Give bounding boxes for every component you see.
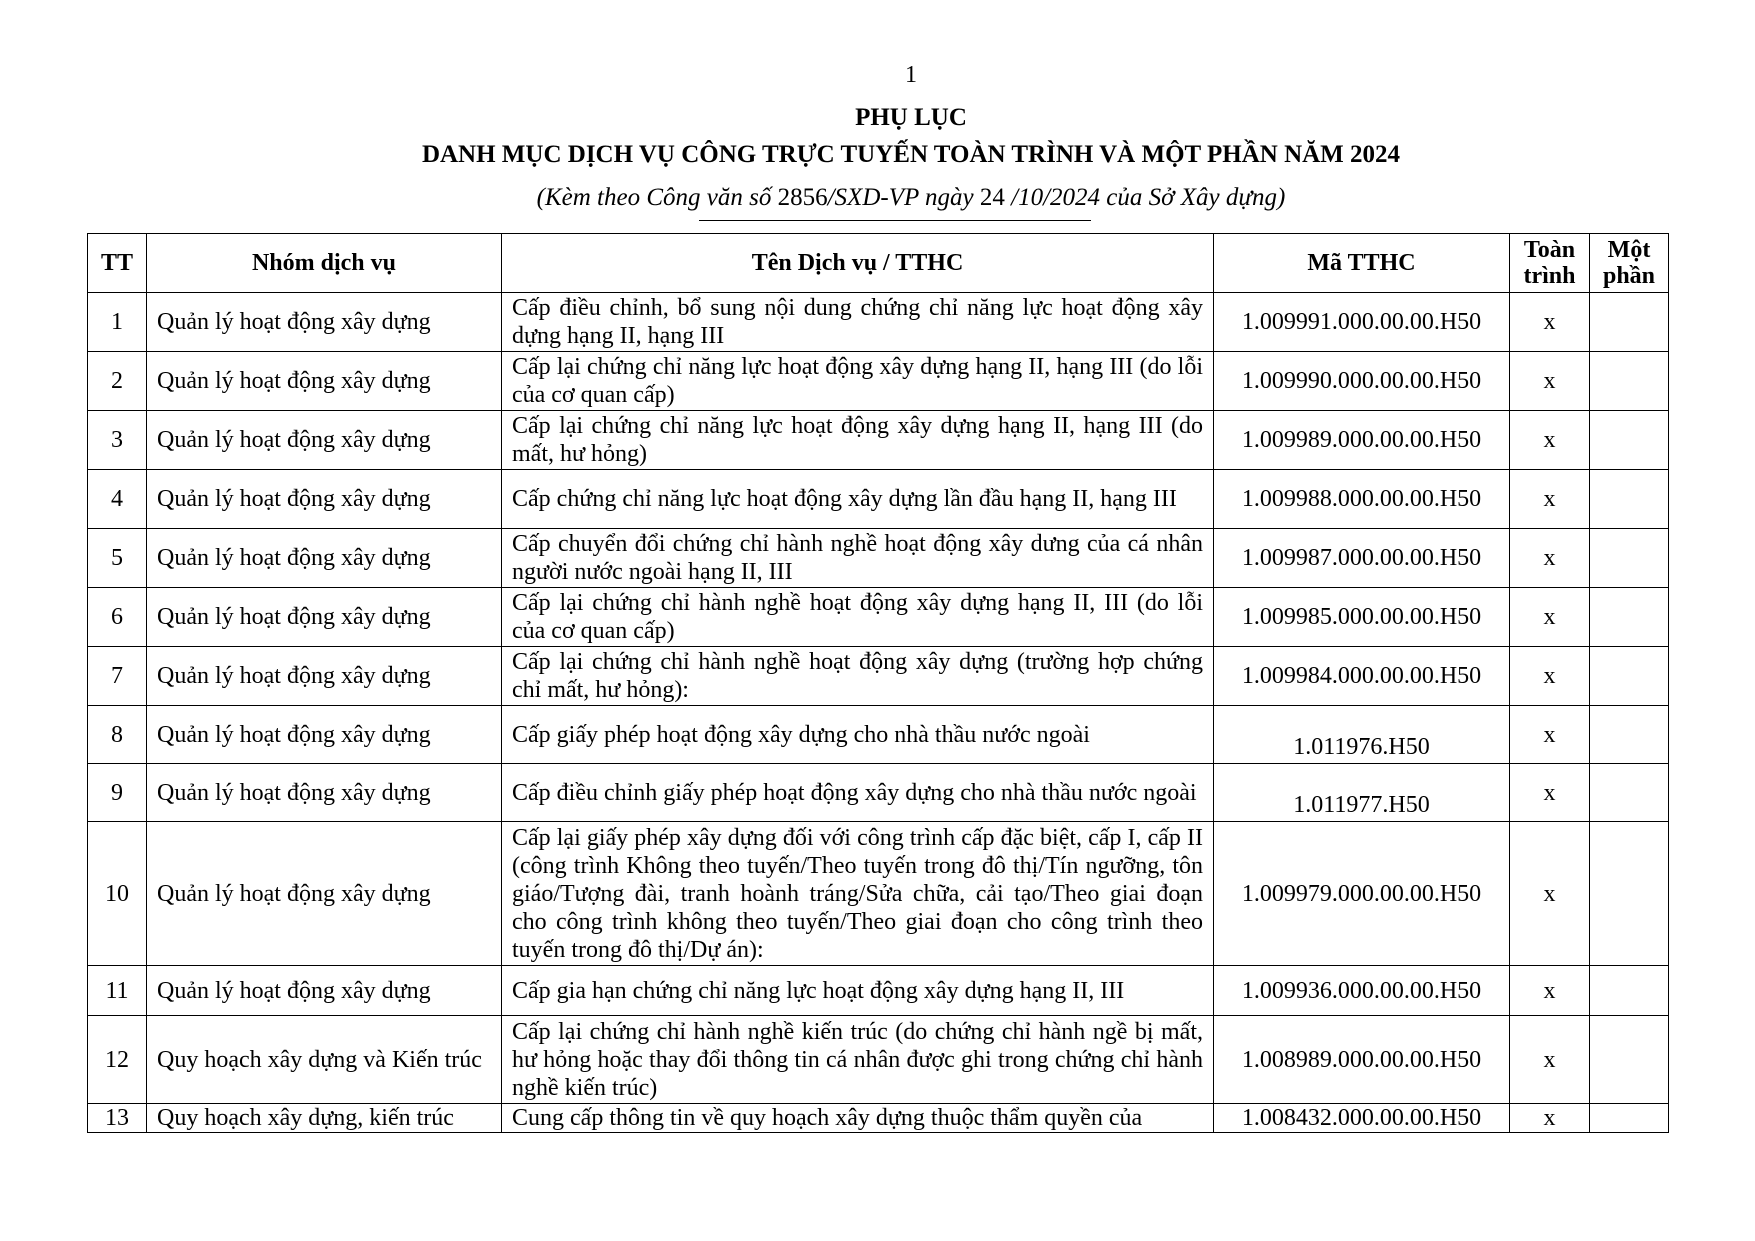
cell-name: Cấp lại chứng chỉ năng lực hoạt động xây dựng hạng II, hạng III (do lỗi của cơ quan cấp) [502, 352, 1214, 411]
header-full [1510, 234, 1590, 293]
cell-full: x [1510, 352, 1590, 411]
table-row [88, 764, 1669, 822]
cell-name: Cấp chuyển đổi chứng chỉ hành nghề hoạt động xây dưng của cá nhân người nước ngoài hạng II, III [502, 529, 1214, 588]
cell-group: Quy hoạch xây dựng, kiến trúc [147, 1104, 502, 1133]
reference-doc-number: 2856 [777, 184, 828, 211]
reference-mid: /SXD-VP ngày [827, 184, 980, 211]
cell-code: 1.009988.000.00.00.H50 [1214, 470, 1510, 529]
header-partial-line2: phần [1602, 263, 1656, 289]
cell-group: Quản lý hoạt động xây dựng [147, 529, 502, 588]
cell-full: x [1510, 1104, 1590, 1133]
cell-partial [1590, 293, 1669, 352]
cell-name: Cấp gia hạn chứng chỉ năng lực hoạt động xây dựng hạng II, III [502, 966, 1214, 1016]
cell-name: Cấp lại chứng chỉ hành nghề kiến trúc (do chứng chỉ hành ngề bị mất, hư hỏng hoặc thay đổi thông tin cá nhân được ghi trong chứng chỉ hành nghề kiến trúc) [502, 1016, 1214, 1104]
cell-name: Cấp giấy phép hoạt động xây dựng cho nhà thầu nước ngoài [502, 706, 1214, 764]
cell-partial [1590, 764, 1669, 822]
cell-full: x [1510, 647, 1590, 706]
cell-partial [1590, 1016, 1669, 1104]
cell-full: x [1510, 293, 1590, 352]
table-row [88, 352, 1669, 411]
cell-tt: 8 [88, 706, 147, 764]
cell-code: 1.009989.000.00.00.H50 [1214, 411, 1510, 470]
header-full-line2: trình [1523, 263, 1576, 289]
cell-tt: 1 [88, 293, 147, 352]
cell-group: Quản lý hoạt động xây dựng [147, 764, 502, 822]
cell-code: 1.009987.000.00.00.H50 [1214, 529, 1510, 588]
cell-partial [1590, 647, 1669, 706]
cell-name: Cấp chứng chỉ năng lực hoạt động xây dựng lần đầu hạng II, hạng III [502, 470, 1214, 529]
cell-name: Cấp lại giấy phép xây dựng đối với công trình cấp đặc biệt, cấp I, cấp II (công trình Không theo tuyến/Theo tuyến trong đô thị/Tín ngưỡng, tôn giáo/Tượng đài, tranh hoành tráng/Sửa chữa, cải tạo/Theo giai đoạn cho công trình không theo tuyến/Theo giai đoạn cho công trình theo tuyến trong đô thị/Dự án): [502, 822, 1214, 966]
cell-full: x [1510, 529, 1590, 588]
table-row [88, 411, 1669, 470]
cell-code: 1.008989.000.00.00.H50 [1214, 1016, 1510, 1104]
cell-full: x [1510, 822, 1590, 966]
reference-prefix: (Kèm theo Công văn số [536, 184, 778, 211]
header-group: Nhóm dịch vụ [147, 234, 502, 293]
cell-name: Cung cấp thông tin về quy hoạch xây dựng thuộc thẩm quyền của [502, 1104, 1214, 1133]
cell-group: Quản lý hoạt động xây dựng [147, 706, 502, 764]
cell-partial [1590, 706, 1669, 764]
cell-tt: 3 [88, 411, 147, 470]
cell-name: Cấp lại chứng chỉ hành nghề hoạt động xây dựng hạng II, III (do lỗi của cơ quan cấp) [502, 588, 1214, 647]
cell-group: Quản lý hoạt động xây dựng [147, 966, 502, 1016]
table-row [88, 1104, 1669, 1133]
table-row [88, 529, 1669, 588]
header-partial [1590, 234, 1669, 293]
cell-full: x [1510, 588, 1590, 647]
reference-underline [699, 220, 1091, 221]
cell-full: x [1510, 1016, 1590, 1104]
cell-full: x [1510, 706, 1590, 764]
table-row [88, 706, 1669, 764]
cell-name: Cấp điều chỉnh giấy phép hoạt động xây dựng cho nhà thầu nước ngoài [502, 764, 1214, 822]
cell-partial [1590, 529, 1669, 588]
reference-suffix: /10/2024 của Sở Xây dựng) [1004, 184, 1286, 211]
cell-tt: 2 [88, 352, 147, 411]
cell-full: x [1510, 966, 1590, 1016]
cell-partial [1590, 470, 1669, 529]
cell-code: 1.011976.H50 [1214, 706, 1510, 764]
cell-partial [1590, 822, 1669, 966]
cell-group: Quy hoạch xây dựng và Kiến trúc [147, 1016, 502, 1104]
header-name: Tên Dịch vụ / TTHC [502, 234, 1214, 293]
cell-tt: 4 [88, 470, 147, 529]
page-number: 1 [905, 62, 917, 88]
cell-tt: 7 [88, 647, 147, 706]
cell-code: 1.009991.000.00.00.H50 [1214, 293, 1510, 352]
cell-partial [1590, 352, 1669, 411]
cell-tt: 11 [88, 966, 147, 1016]
header-code: Mã TTHC [1214, 234, 1510, 293]
table-row [88, 647, 1669, 706]
cell-name: Cấp lại chứng chỉ năng lực hoạt động xây dựng hạng II, hạng III (do mất, hư hỏng) [502, 411, 1214, 470]
cell-group: Quản lý hoạt động xây dựng [147, 411, 502, 470]
cell-partial [1590, 1104, 1669, 1133]
cell-partial [1590, 411, 1669, 470]
header-row [88, 234, 1669, 293]
document-subtitle: DANH MỤC DỊCH VỤ CÔNG TRỰC TUYẾN TOÀN TRÌNH VÀ MỘT PHẦN NĂM 2024 [421, 141, 1401, 168]
table-row [88, 588, 1669, 647]
table-row [88, 966, 1669, 1016]
cell-code: 1.008432.000.00.00.H50 [1214, 1104, 1510, 1133]
cell-group: Quản lý hoạt động xây dựng [147, 647, 502, 706]
cell-code: 1.009984.000.00.00.H50 [1214, 647, 1510, 706]
cell-code: 1.009979.000.00.00.H50 [1214, 822, 1510, 966]
cell-group: Quản lý hoạt động xây dựng [147, 822, 502, 966]
cell-group: Quản lý hoạt động xây dựng [147, 588, 502, 647]
cell-full: x [1510, 764, 1590, 822]
cell-partial [1590, 966, 1669, 1016]
cell-tt: 10 [88, 822, 147, 966]
table-row [88, 293, 1669, 352]
reference-day: 24 [979, 184, 1005, 211]
header-full-line1: Toàn [1523, 237, 1576, 263]
table-row [88, 1016, 1669, 1104]
cell-tt: 13 [88, 1104, 147, 1133]
service-catalog-table [87, 233, 1669, 1133]
cell-group: Quản lý hoạt động xây dựng [147, 470, 502, 529]
cell-name: Cấp lại chứng chỉ hành nghề hoạt động xây dựng (trường hợp chứng chỉ mất, hư hỏng): [502, 647, 1214, 706]
cell-code: 1.011977.H50 [1214, 764, 1510, 822]
cell-full: x [1510, 470, 1590, 529]
cell-code: 1.009985.000.00.00.H50 [1214, 588, 1510, 647]
table-row [88, 470, 1669, 529]
cell-name: Cấp điều chỉnh, bổ sung nội dung chứng chỉ năng lực hoạt động xây dựng hạng II, hạng III [502, 293, 1214, 352]
cell-code: 1.009990.000.00.00.H50 [1214, 352, 1510, 411]
cell-partial [1590, 588, 1669, 647]
reference-line [0, 184, 1755, 212]
header-partial-line1: Một [1607, 237, 1651, 263]
table-row [88, 822, 1669, 966]
cell-full: x [1510, 411, 1590, 470]
document-title: PHỤ LỤC [855, 104, 967, 131]
cell-tt: 12 [88, 1016, 147, 1104]
cell-code: 1.009936.000.00.00.H50 [1214, 966, 1510, 1016]
cell-tt: 5 [88, 529, 147, 588]
cell-tt: 6 [88, 588, 147, 647]
cell-group: Quản lý hoạt động xây dựng [147, 352, 502, 411]
header-tt: TT [88, 234, 147, 293]
cell-tt: 9 [88, 764, 147, 822]
cell-group: Quản lý hoạt động xây dựng [147, 293, 502, 352]
